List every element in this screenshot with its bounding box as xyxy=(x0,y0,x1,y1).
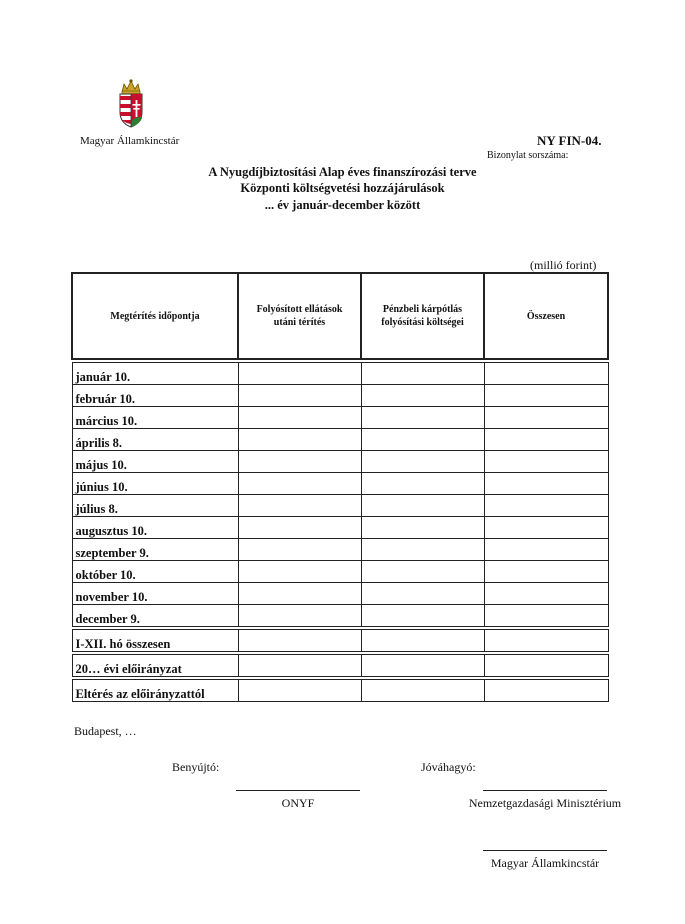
signature-line xyxy=(236,790,360,791)
row-label: február 10. xyxy=(72,385,238,407)
amount-cell[interactable] xyxy=(484,429,608,451)
amount-cell[interactable] xyxy=(484,583,608,605)
row-label: január 10. xyxy=(72,363,238,385)
amount-cell[interactable] xyxy=(484,407,608,429)
amount-cell[interactable] xyxy=(361,680,484,702)
row-label: november 10. xyxy=(72,583,238,605)
amount-cell[interactable] xyxy=(484,473,608,495)
column-header: Megtérítés időpontja xyxy=(72,273,238,359)
form-code: NY FIN-04. xyxy=(537,133,602,148)
table-row xyxy=(72,583,608,605)
signer-onyf: ONYF xyxy=(281,796,315,810)
amount-cell[interactable] xyxy=(361,517,484,539)
table-row xyxy=(72,680,608,702)
unit-label: (millió forint) xyxy=(530,258,597,272)
row-label: július 8. xyxy=(72,495,238,517)
table-row xyxy=(72,429,608,451)
amount-cell[interactable] xyxy=(361,561,484,583)
organization-name: Magyar Államkincstár xyxy=(80,135,180,147)
document-title: A Nyugdíjbiztosítási Alap éves finanszírozási terve xyxy=(208,165,477,179)
amount-cell[interactable] xyxy=(361,451,484,473)
table-row xyxy=(72,561,608,583)
row-label: Eltérés az előirányzattól xyxy=(72,680,238,702)
table-header-row xyxy=(72,273,608,359)
row-label: április 8. xyxy=(72,429,238,451)
amount-cell[interactable] xyxy=(361,583,484,605)
table-row xyxy=(72,605,608,627)
amount-cell[interactable] xyxy=(484,495,608,517)
amount-cell[interactable] xyxy=(484,630,608,652)
amount-cell[interactable] xyxy=(484,561,608,583)
amount-cell[interactable] xyxy=(361,385,484,407)
amount-cell[interactable] xyxy=(238,655,361,677)
amount-cell[interactable] xyxy=(238,561,361,583)
row-label: augusztus 10. xyxy=(72,517,238,539)
amount-cell[interactable] xyxy=(238,583,361,605)
table-row xyxy=(72,655,608,677)
row-label: június 10. xyxy=(72,473,238,495)
amount-cell[interactable] xyxy=(238,429,361,451)
amount-cell[interactable] xyxy=(484,605,608,627)
amount-cell[interactable] xyxy=(238,495,361,517)
table-row xyxy=(72,630,608,652)
row-label: december 9. xyxy=(72,605,238,627)
amount-cell[interactable] xyxy=(361,363,484,385)
column-header: Folyósított ellátások utáni térítés xyxy=(238,273,361,359)
amount-cell[interactable] xyxy=(484,363,608,385)
serial-number-label: Bizonylat sorszáma: xyxy=(487,150,569,161)
amount-cell[interactable] xyxy=(238,363,361,385)
signature-line xyxy=(483,790,607,791)
amount-cell[interactable] xyxy=(238,451,361,473)
amount-cell[interactable] xyxy=(361,407,484,429)
amount-cell[interactable] xyxy=(361,539,484,561)
table-row xyxy=(72,517,608,539)
signature-line xyxy=(483,850,607,851)
amount-cell[interactable] xyxy=(361,495,484,517)
amount-cell[interactable] xyxy=(361,473,484,495)
amount-cell[interactable] xyxy=(484,680,608,702)
amount-cell[interactable] xyxy=(238,473,361,495)
row-label: I-XII. hó összesen xyxy=(72,630,238,652)
approver-label: Jóváhagyó: xyxy=(421,760,476,774)
amount-cell[interactable] xyxy=(484,655,608,677)
row-label: október 10. xyxy=(72,561,238,583)
row-label: szeptember 9. xyxy=(72,539,238,561)
period-line: ... év január-december között xyxy=(264,198,421,212)
amount-cell[interactable] xyxy=(361,630,484,652)
coat-of-arms-icon xyxy=(113,78,149,128)
amount-cell[interactable] xyxy=(484,539,608,561)
amount-cell[interactable] xyxy=(238,680,361,702)
table-row xyxy=(72,385,608,407)
amount-cell[interactable] xyxy=(361,655,484,677)
signer-ministry: Nemzetgazdasági Minisztérium xyxy=(468,796,622,810)
financing-plan-table xyxy=(71,272,609,702)
row-label: március 10. xyxy=(72,407,238,429)
amount-cell[interactable] xyxy=(238,407,361,429)
amount-cell[interactable] xyxy=(484,517,608,539)
amount-cell[interactable] xyxy=(238,517,361,539)
table-row xyxy=(72,363,608,385)
table-row xyxy=(72,473,608,495)
row-label: május 10. xyxy=(72,451,238,473)
amount-cell[interactable] xyxy=(238,605,361,627)
amount-cell[interactable] xyxy=(484,451,608,473)
amount-cell[interactable] xyxy=(361,605,484,627)
row-label: 20… évi előirányzat xyxy=(72,655,238,677)
signer-treasury: Magyar Államkincstár xyxy=(490,856,600,870)
column-header: Összesen xyxy=(484,273,608,359)
amount-cell[interactable] xyxy=(238,539,361,561)
submitter-label: Benyújtó: xyxy=(172,760,220,774)
column-header: Pénzbeli kárpótlás folyósítási költségei xyxy=(361,273,484,359)
place-date: Budapest, … xyxy=(74,724,137,738)
table-body xyxy=(72,363,608,702)
table-row xyxy=(72,539,608,561)
amount-cell[interactable] xyxy=(238,385,361,407)
amount-cell[interactable] xyxy=(484,385,608,407)
table-row xyxy=(72,407,608,429)
table-row xyxy=(72,451,608,473)
amount-cell[interactable] xyxy=(361,429,484,451)
table-row xyxy=(72,495,608,517)
amount-cell[interactable] xyxy=(238,630,361,652)
document-subtitle: Központi költségvetési hozzájárulások xyxy=(240,181,445,195)
